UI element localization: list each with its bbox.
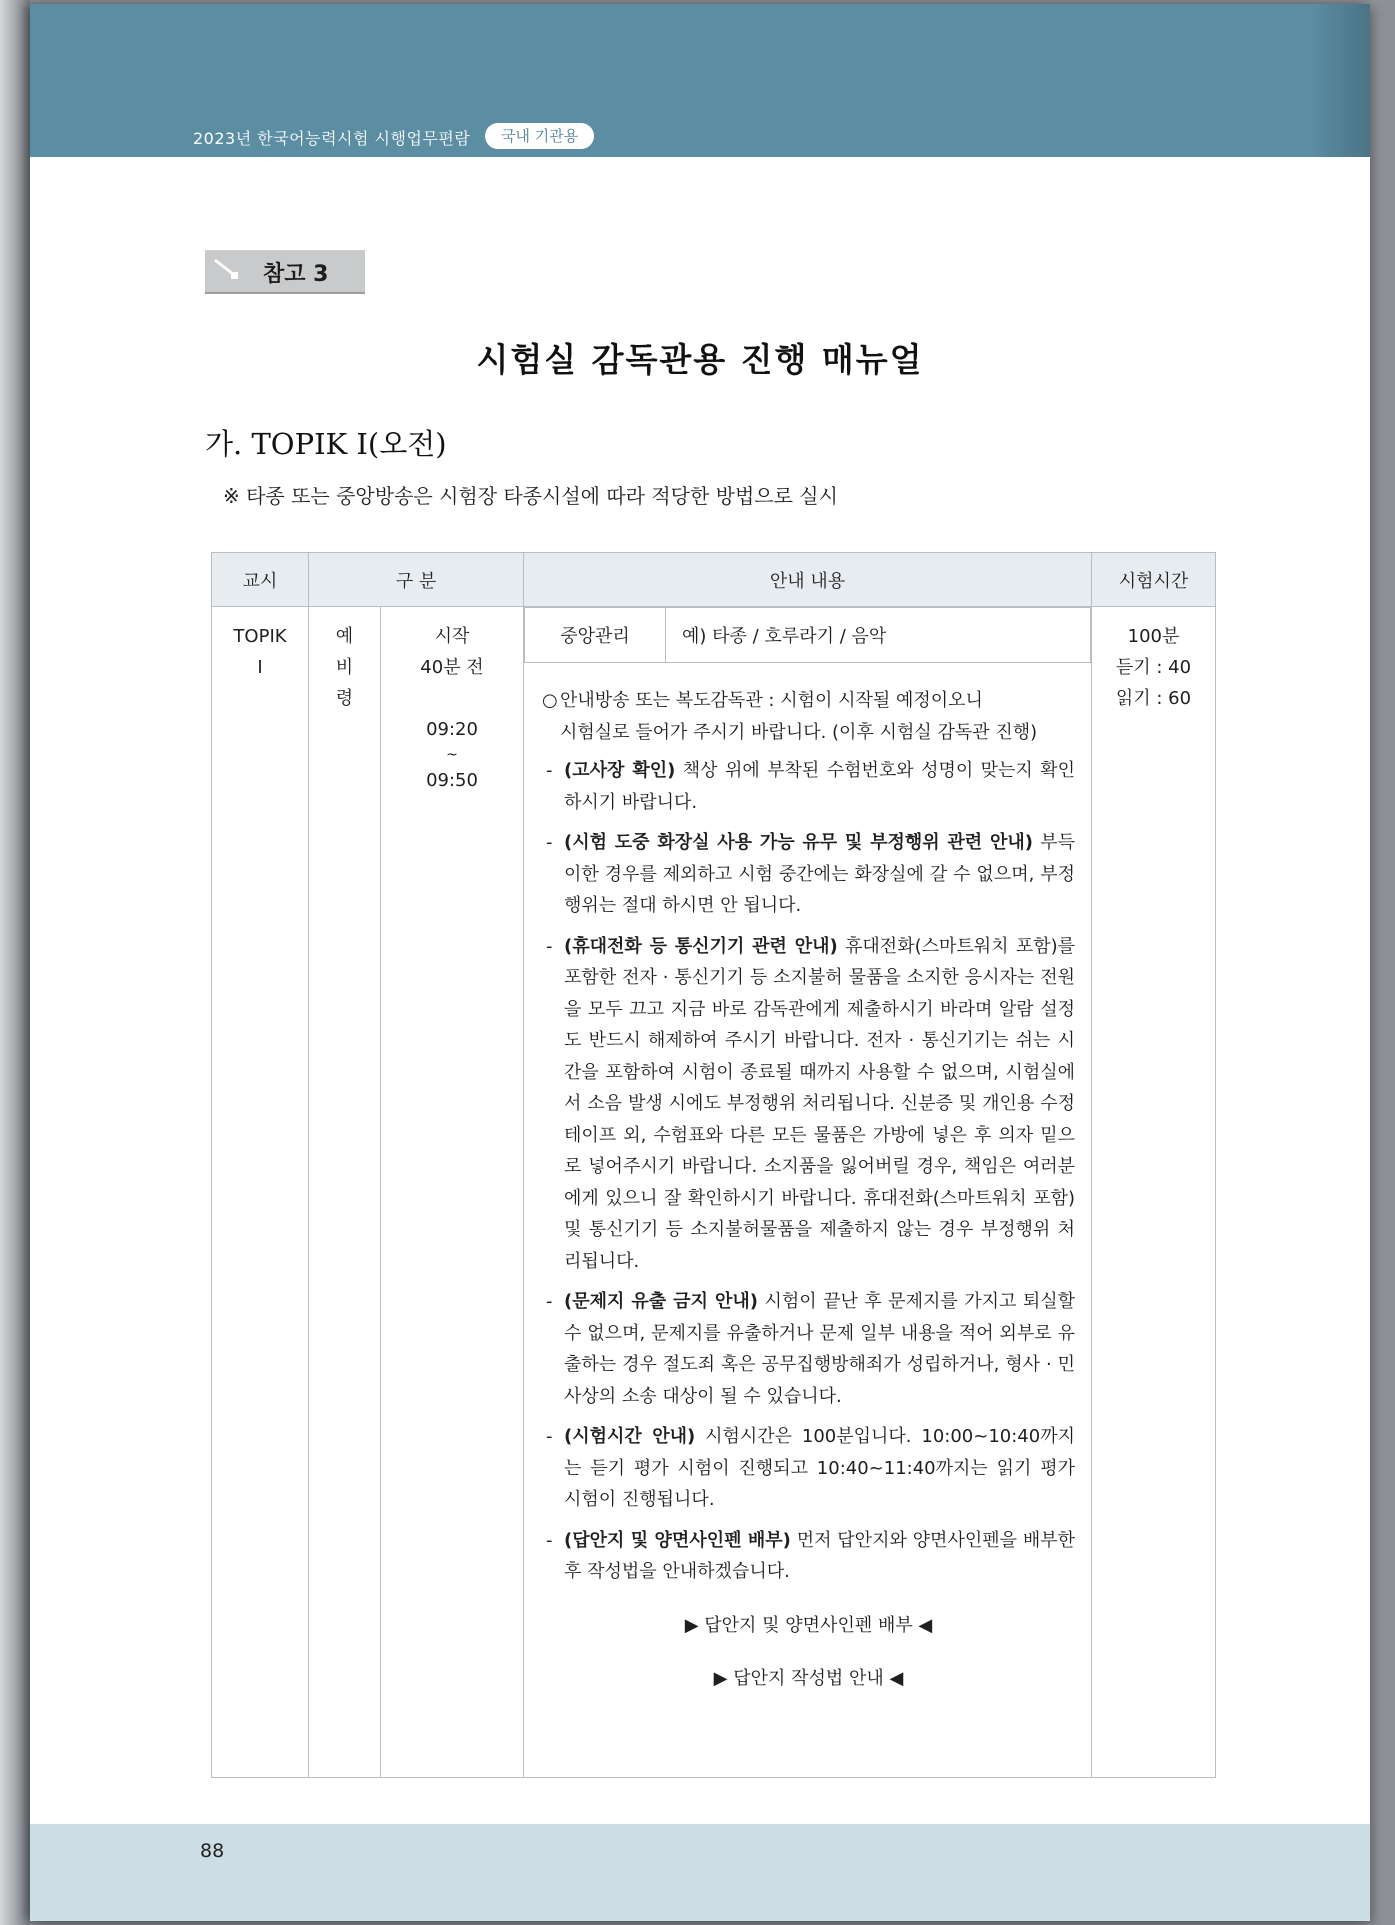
exam-time-listening: 듣기 : 40 — [1115, 657, 1192, 678]
item-text: 부득이한 경우를 제외하고 시험 중간에는 화장실에 갈 수 없으며, 부정행위는 절대 하시면 안 됩니다. — [564, 832, 1075, 916]
corner-arrow-icon — [211, 256, 243, 286]
header-period: 교시 — [212, 553, 309, 607]
item-title: (시험 도중 화장실 사용 가능 유무 및 부정행위 관련 안내) — [564, 832, 1033, 853]
footer-band — [30, 1824, 1370, 1921]
list-item — [542, 755, 1075, 818]
header-guide: 안내 내용 — [524, 553, 1092, 607]
intro-line: 시험실로 들어가 주시기 바랍니다. (이후 시험실 감독관 진행) — [560, 721, 1038, 743]
timing-cell — [381, 607, 524, 1778]
document-page — [30, 4, 1370, 1921]
action-distribute: ▶ 답안지 및 양면사인펜 배부 ◀ — [684, 1614, 933, 1636]
dash-bullet-icon: - — [546, 1291, 553, 1312]
item-title: (시험시간 안내) — [564, 1426, 696, 1447]
item-text: 책상 위에 부착된 수험번호와 성명이 맞는지 확인하시기 바랍니다. — [564, 760, 1075, 813]
running-header-badge: 국내 기관용 — [485, 123, 594, 149]
header-exam-time: 시험시간 — [1092, 553, 1216, 607]
header-edge-shade — [1310, 4, 1370, 157]
page-title: 시험실 감독관용 진행 매뉴얼 — [476, 340, 924, 379]
item-title: (고사장 확인) — [564, 760, 676, 781]
dash-bullet-icon: - — [546, 832, 553, 853]
section-note: ※ 타종 또는 중앙방송은 시험장 타종시설에 따라 적당한 방법으로 실시 — [223, 484, 838, 508]
intro-line: 안내방송 또는 복도감독관 : 시험이 시작될 예정이오니 — [560, 690, 983, 711]
dash-bullet-icon: - — [546, 760, 553, 781]
reference-tab-label: 참고 3 — [263, 262, 329, 287]
item-text: 시험시간은 100분입니다. 10:00~10:40까지는 듣기 평가 시험이 진행되고 10:40~11:40까지는 읽기 평가 시험이 진행됩니다. — [564, 1426, 1075, 1510]
list-item — [542, 1286, 1075, 1412]
item-text: 먼저 답안지와 양면사인펜을 배부한 후 작성법을 안내하겠습니다. — [564, 1529, 1075, 1582]
exam-time-total: 100분 — [1127, 626, 1180, 647]
reference-tab — [205, 250, 365, 294]
timing-start: 시작 — [434, 626, 470, 647]
timing-before: 40분 전 — [420, 657, 484, 678]
central-control-table — [524, 607, 1091, 663]
circle-bullet-icon: ○ — [542, 690, 558, 711]
list-item — [542, 1525, 1075, 1588]
item-title: (문제지 유출 금지 안내) — [564, 1291, 758, 1312]
table-row — [212, 607, 1216, 1778]
section-heading: 가. TOPIK Ⅰ(오전) — [205, 427, 447, 461]
dash-bullet-icon: - — [546, 1529, 553, 1551]
page-number: 88 — [200, 1840, 225, 1862]
list-item — [542, 827, 1075, 922]
intro-paragraph — [542, 685, 1075, 748]
guide-body — [524, 663, 1091, 1715]
stage-char: 비 — [335, 657, 354, 678]
list-item — [542, 931, 1075, 1278]
book-spine — [0, 0, 30, 1925]
running-header-title: 2023년 한국어능력시험 시행업무편람 — [193, 129, 471, 148]
guide-cell — [524, 607, 1092, 1778]
item-title: (답안지 및 양면사인펜 배부) — [564, 1529, 791, 1551]
timing-from: 09:20 — [426, 719, 478, 740]
item-title: (휴대전화 등 통신기기 관련 안내) — [564, 935, 838, 957]
item-text: 휴대전화(스마트워치 포함)를 포함한 전자 · 통신기기 등 소지불허 물품을 소지한 응시자는 전원을 모두 끄고 지금 바로 감독관에게 제출하시기 바라며 알람 설정도 반드시 해제하여 주시기 바랍니다. 전자 · 통신기기는 쉬는 시간을 포함하여 시험이 종료될 때까지 사용할 수 없으며, 시험실에서 소음 발생 시에도 부정행위 처리됩니다. 신분증 및 개인용 수정테이프 외, 수험표와 다른 모든 물품은 가방에 넣은 후 의자 밑으로 넣어주시기 바랍니다. 소지품을 잃어버릴 경우, 책임은 여러분에게 있으니 잘 확인하시기 바랍니다. 휴대전화(스마트워치 포함) 및 통신기기 등 소지불허물품을 제출하지 않는 경우 부정행위 처리됩니다. — [564, 935, 1075, 1272]
manual-table — [211, 552, 1216, 1778]
stage-char: 령 — [335, 688, 354, 709]
exam-time-reading: 읽기 : 60 — [1115, 688, 1192, 709]
timing-to: 09:50 — [426, 770, 478, 791]
timing-tilde: ~ — [446, 747, 458, 763]
period-line: TOPIK — [233, 626, 287, 647]
list-item — [542, 1421, 1075, 1516]
exam-time-cell — [1092, 607, 1216, 1778]
central-value: 예) 타종 / 호루라기 / 음악 — [666, 608, 1091, 663]
stage-cell — [309, 607, 381, 1778]
dash-bullet-icon: - — [546, 1426, 553, 1447]
header-category: 구 분 — [309, 553, 524, 607]
table-header-row — [212, 553, 1216, 607]
action-guide: ▶ 답안지 작성법 안내 ◀ — [713, 1668, 904, 1689]
dash-bullet-icon: - — [546, 935, 553, 957]
stage-char: 예 — [335, 626, 354, 647]
period-line: Ⅰ — [257, 657, 263, 678]
item-text: 시험이 끝난 후 문제지를 가지고 퇴실할 수 없으며, 문제지를 유출하거나 문제 일부 내용을 적어 외부로 유출하는 경우 절도죄 혹은 공무집행방해죄가 성립하거나, 형사 · 민사상의 소송 대상이 될 수 있습니다. — [564, 1291, 1075, 1407]
period-cell — [212, 607, 309, 1778]
central-label: 중앙관리 — [525, 608, 666, 663]
